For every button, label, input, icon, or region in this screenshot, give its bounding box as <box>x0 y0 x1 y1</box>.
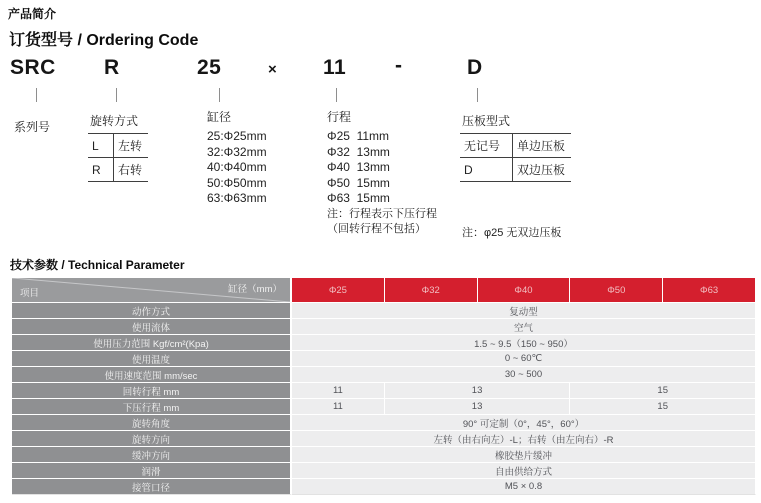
plate-note: 注：φ25 无双边压板 <box>462 227 562 239</box>
row-label: 旋转角度 <box>12 415 292 431</box>
bore-item: 40:Φ40mm <box>207 160 267 174</box>
series-label: 系列号 <box>14 120 51 134</box>
value-cell: 11 <box>292 383 385 399</box>
corner-label-item: 项目 <box>20 288 40 299</box>
row-label: 下压行程 mm <box>12 399 292 415</box>
bore-item: 32:Φ32mm <box>207 144 267 159</box>
table-row <box>12 383 756 399</box>
dash-sign: - <box>395 54 403 77</box>
table-row <box>88 134 148 158</box>
bore-block <box>207 108 267 207</box>
tech-parameter-title: 技术参数 / Technical Parameter <box>10 258 185 272</box>
value-cell: 空气 <box>292 319 756 335</box>
value-cell: 橡胶垫片缓冲 <box>292 447 756 463</box>
table-row <box>12 319 756 335</box>
column-header: Φ32 <box>385 278 478 303</box>
value-cell: 13 <box>385 383 571 399</box>
bore-title: 缸径 <box>207 110 232 124</box>
rotation-desc-cell: 右转 <box>114 158 149 182</box>
row-label: 缓冲方向 <box>12 447 292 463</box>
connector-line <box>116 88 117 102</box>
table-row <box>12 479 756 495</box>
stroke-item: Φ25 11mm <box>327 129 390 143</box>
table-corner-cell <box>12 278 292 303</box>
row-label: 润滑 <box>12 463 292 479</box>
rotation-table <box>88 133 148 182</box>
row-label: 动作方式 <box>12 303 292 319</box>
value-cell: 左转（由右向左）-L；右转（由左向右）-R <box>292 431 756 447</box>
rotation-block <box>88 112 148 182</box>
stroke-note <box>327 207 437 237</box>
rotation-code-cell: R <box>88 158 114 182</box>
table-row <box>12 447 756 463</box>
value-cell: 30 ~ 500 <box>292 367 756 383</box>
connector-line <box>36 88 37 102</box>
row-label: 使用温度 <box>12 351 292 367</box>
rotation-code-cell: L <box>88 134 114 158</box>
connector-line <box>219 88 220 102</box>
section-label: 产品简介 <box>8 7 57 21</box>
value-cell: 0 ~ 60℃ <box>292 351 756 367</box>
table-row <box>460 158 571 182</box>
rotation-title: 旋转方式 <box>90 114 139 128</box>
table-row <box>88 158 148 182</box>
table-header-row <box>12 278 756 303</box>
connector-line <box>477 88 478 102</box>
table-row <box>12 367 756 383</box>
plate-desc-cell: 双边压板 <box>513 158 572 182</box>
table-row <box>460 134 571 158</box>
bore-item: 25:Φ25mm <box>207 129 267 143</box>
stroke-title: 行程 <box>327 110 352 124</box>
table-row <box>12 463 756 479</box>
code-segment-plate: D <box>467 56 483 79</box>
table-row <box>12 303 756 319</box>
value-cell: 13 <box>385 399 571 415</box>
column-header: Φ50 <box>570 278 663 303</box>
plate-desc-cell: 单边压板 <box>513 134 572 158</box>
value-cell: 11 <box>292 399 385 415</box>
table-row <box>12 415 756 431</box>
stroke-block <box>327 108 390 207</box>
value-cell: M5 × 0.8 <box>292 479 756 495</box>
rotation-desc-cell: 左转 <box>114 134 149 158</box>
plate-block <box>460 112 571 182</box>
row-label: 使用速度范围 mm/sec <box>12 367 292 383</box>
row-label: 接管口径 <box>12 479 292 495</box>
column-header: Φ63 <box>663 278 756 303</box>
value-cell: 复动型 <box>292 303 756 319</box>
row-label: 旋转方向 <box>12 431 292 447</box>
value-cell: 1.5 ~ 9.5（150 ~ 950） <box>292 335 756 351</box>
corner-label-bore: 缸径（mm） <box>228 284 282 295</box>
plate-table <box>460 133 571 182</box>
value-cell: 90° 可定制（0°，45°，60°） <box>292 415 756 431</box>
table-row <box>12 431 756 447</box>
stroke-item: Φ63 15mm <box>327 191 390 205</box>
value-cell: 自由供给方式 <box>292 463 756 479</box>
connector-line <box>336 88 337 102</box>
code-segment-bore: 25 <box>197 56 222 79</box>
bore-item: 63:Φ63mm <box>207 191 267 205</box>
plate-code-cell: D <box>460 158 513 182</box>
stroke-item: Φ50 15mm <box>327 175 390 190</box>
stroke-item: Φ40 13mm <box>327 160 390 174</box>
code-segment-series: SRC <box>10 56 56 79</box>
multiply-sign: × <box>268 61 278 78</box>
table-row <box>12 351 756 367</box>
ordering-code-title: 订货型号 / Ordering Code <box>9 32 199 49</box>
code-segment-rotation: R <box>104 56 120 79</box>
table-row <box>12 399 756 415</box>
value-cell: 15 <box>570 383 756 399</box>
plate-code-cell: 无记号 <box>460 134 513 158</box>
tech-parameter-table <box>12 278 756 495</box>
table-row <box>12 335 756 351</box>
column-header: Φ40 <box>478 278 571 303</box>
stroke-note-line: 注：行程表示下压行程 <box>327 208 437 220</box>
column-header: Φ25 <box>292 278 385 303</box>
row-label: 回转行程 mm <box>12 383 292 399</box>
row-label: 使用流体 <box>12 319 292 335</box>
stroke-note-line: （回转行程不包括） <box>327 223 426 235</box>
plate-title: 压板型式 <box>462 114 511 128</box>
code-segment-stroke: 11 <box>323 56 347 79</box>
bore-item: 50:Φ50mm <box>207 175 267 190</box>
value-cell: 15 <box>570 399 756 415</box>
row-label: 使用压力范围 Kgf/cm²(Kpa) <box>12 335 292 351</box>
stroke-item: Φ32 13mm <box>327 144 390 159</box>
